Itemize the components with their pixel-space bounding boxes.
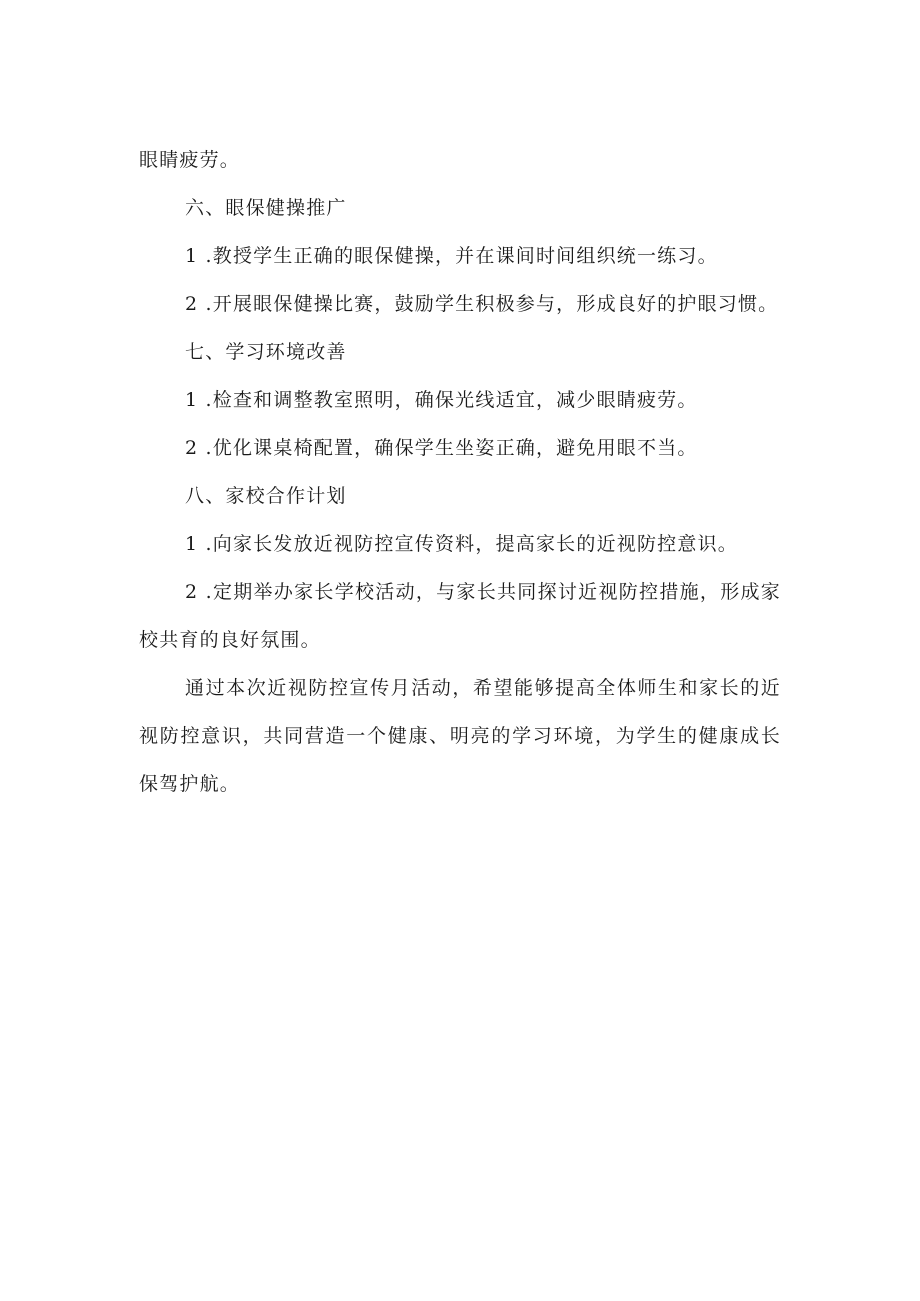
list-item: 1 .检查和调整教室照明，确保光线适宜，减少眼睛疲劳。 [185, 389, 698, 411]
list-item: 1 .向家长发放近视防控宣传资料，提高家长的近视防控意识。 [185, 533, 738, 555]
list-item: 2 .定期举办家长学校活动，与家长共同探讨近视防控措施，形成家校共育的良好氛围。 [139, 581, 781, 651]
list-item: 2 .开展眼保健操比赛，鼓励学生积极参与，形成良好的护眼习惯。 [185, 293, 779, 315]
paragraph-continuation: 眼睛疲劳。 [139, 149, 241, 171]
document-body [139, 136, 781, 808]
closing-paragraph: 通过本次近视防控宣传月活动，希望能够提高全体师生和家长的近视防控意识，共同营造一个健康、明亮的学习环境，为学生的健康成长保驾护航。 [139, 677, 781, 795]
list-item: 1 .教授学生正确的眼保健操，并在课间时间组织统一练习。 [185, 245, 718, 267]
section-heading-7: 七、学习环境改善 [185, 341, 347, 363]
section-heading-8: 八、家校合作计划 [185, 485, 347, 507]
list-item: 2 .优化课桌椅配置，确保学生坐姿正确，避免用眼不当。 [185, 437, 698, 459]
section-heading-6: 六、眼保健操推广 [185, 197, 347, 219]
